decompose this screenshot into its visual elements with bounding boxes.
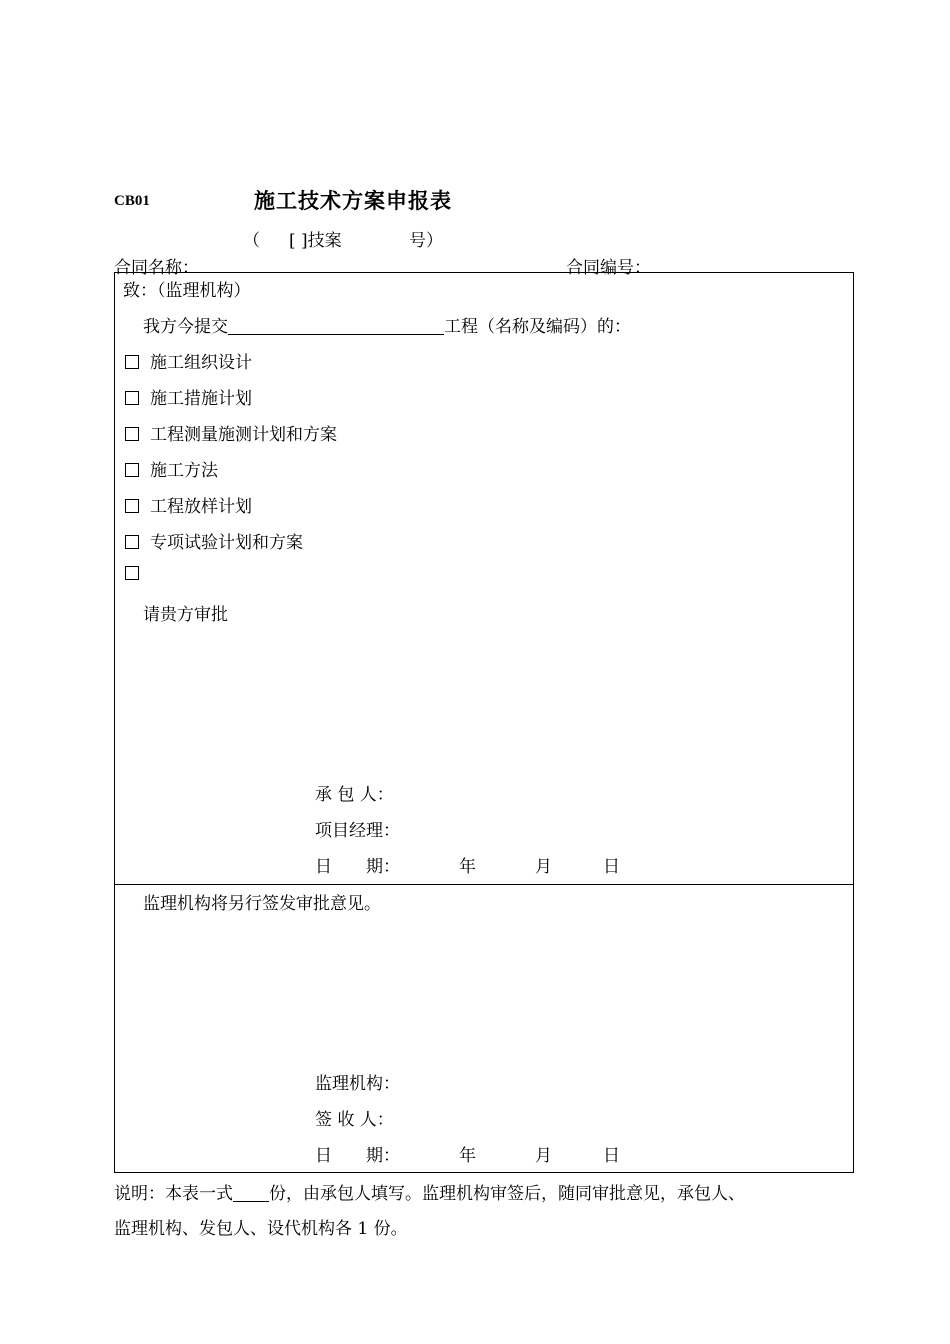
doc-number-open: （ <box>243 231 260 251</box>
option-other[interactable] <box>125 564 150 584</box>
checkbox[interactable] <box>125 535 139 549</box>
checkbox[interactable] <box>125 566 139 580</box>
doc-number-type: [ ]技案 <box>289 231 342 251</box>
supervisor-section <box>114 884 854 1173</box>
month-label: 月 <box>535 857 552 877</box>
submission-prefix: 我方今提交 <box>143 317 228 337</box>
option-label: 工程测量施测计划和方案 <box>150 425 337 445</box>
checkbox[interactable] <box>125 391 139 405</box>
recipient-line: 致：（监理机构） <box>123 281 251 301</box>
supervisor-org-label: 监理机构： <box>315 1074 400 1094</box>
checkbox[interactable] <box>125 463 139 477</box>
submission-suffix: 工程（名称及编码）的： <box>444 317 631 337</box>
date-label: 日 期： <box>315 1146 400 1166</box>
submission-section <box>114 272 854 885</box>
contract-name-label: 合同名称： <box>114 258 199 278</box>
year-label: 年 <box>459 1146 476 1166</box>
option-layout-plan[interactable] <box>125 492 252 517</box>
doc-number-close: 号） <box>409 231 443 251</box>
option-survey-plan[interactable] <box>125 420 337 445</box>
option-label: 工程放样计划 <box>150 497 252 517</box>
contract-number-label: 合同编号： <box>566 258 651 278</box>
contractor-label: 承 包 人： <box>315 785 394 805</box>
project-name-blank[interactable] <box>228 317 444 335</box>
option-construction-design[interactable] <box>125 348 252 373</box>
option-label: 施工方法 <box>150 461 218 481</box>
instructions-line-1 <box>114 1179 745 1204</box>
day-label: 日 <box>603 1146 620 1166</box>
project-manager-label: 项目经理： <box>315 821 400 841</box>
checkbox[interactable] <box>125 427 139 441</box>
checkbox[interactable] <box>125 355 139 369</box>
instructions-suffix: 份，由承包人填写。监理机构审签后，随同审批意见，承包人、 <box>269 1184 745 1204</box>
option-construction-method[interactable] <box>125 456 218 481</box>
request-approval: 请贵方审批 <box>143 605 228 625</box>
option-label: 施工措施计划 <box>150 389 252 409</box>
copies-blank[interactable] <box>233 1184 269 1202</box>
instructions-line-2: 监理机构、发包人、设代机构各 1 份。 <box>114 1219 408 1239</box>
option-label: 专项试验计划和方案 <box>150 533 303 553</box>
instructions-prefix: 说明：本表一式 <box>114 1184 233 1204</box>
month-label: 月 <box>535 1146 552 1166</box>
receiver-label: 签 收 人： <box>315 1110 394 1130</box>
checkbox[interactable] <box>125 499 139 513</box>
option-label: 施工组织设计 <box>150 353 252 373</box>
approval-opinion-note: 监理机构将另行签发审批意见。 <box>143 894 381 914</box>
option-measures-plan[interactable] <box>125 384 252 409</box>
form-title: 施工技术方案申报表 <box>254 189 452 213</box>
date-label: 日 期： <box>315 857 400 877</box>
form-code: CB01 <box>114 193 150 209</box>
option-test-plan[interactable] <box>125 528 303 553</box>
submission-line <box>143 312 631 337</box>
year-label: 年 <box>459 857 476 877</box>
day-label: 日 <box>603 857 620 877</box>
